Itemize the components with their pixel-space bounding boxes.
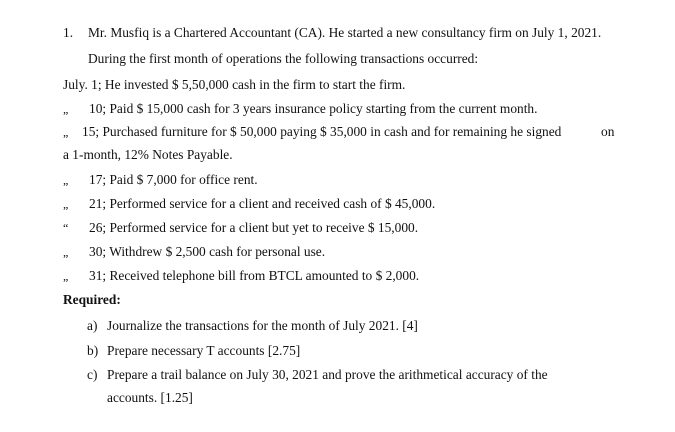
transaction-text: 31; Received telephone bill from BTCL amounted to $ 2,000.: [89, 268, 420, 283]
ditto-mark: “: [63, 221, 69, 235]
transaction-text: 17; Paid $ 7,000 for office rent.: [89, 172, 258, 187]
transaction-text: 30; Withdrew $ 2,500 cash for personal use.: [89, 244, 326, 259]
intro-line-2: During the first month of operations the following transactions occurred:: [88, 51, 479, 66]
required-item-label: c): [87, 367, 98, 382]
required-item-text: Journalize the transactions for the month of July 2021. [4]: [107, 318, 418, 333]
required-item-continuation: accounts. [1.25]: [107, 390, 193, 405]
ditto-mark: „: [63, 125, 69, 139]
ditto-mark: „: [63, 269, 69, 283]
intro-line-1: Mr. Musfiq is a Chartered Accountant (CA). He started a new consultancy firm on July 1, 2021.: [88, 25, 602, 40]
transaction-july-1: July. 1; He invested $ 5,50,000 cash in the firm to start the firm.: [63, 77, 406, 92]
transaction-text-end-word: on: [601, 124, 615, 139]
ditto-mark: „: [63, 102, 69, 116]
ditto-mark: „: [63, 245, 69, 259]
required-item-label: b): [87, 343, 99, 358]
required-item-text: Prepare a trail balance on July 30, 2021 and prove the arithmetical accuracy of the: [107, 367, 548, 382]
transaction-text: 26; Performed service for a client but yet to receive $ 15,000.: [89, 220, 419, 235]
required-item-text: Prepare necessary T accounts [2.75]: [107, 343, 301, 358]
transaction-text: 21; Performed service for a client and received cash of $ 45,000.: [89, 196, 436, 211]
transaction-text: 15; Purchased furniture for $ 50,000 paying $ 35,000 in cash and for remaining he signed: [82, 124, 562, 139]
transaction-continuation: a 1-month, 12% Notes Payable.: [63, 147, 233, 162]
ditto-mark: „: [63, 197, 69, 211]
transaction-text: 10; Paid $ 15,000 cash for 3 years insurance policy starting from the current month.: [89, 101, 538, 116]
question-number: 1.: [63, 25, 74, 40]
required-item-label: a): [87, 318, 98, 333]
ditto-mark: „: [63, 173, 69, 187]
required-heading: Required:: [63, 292, 121, 307]
